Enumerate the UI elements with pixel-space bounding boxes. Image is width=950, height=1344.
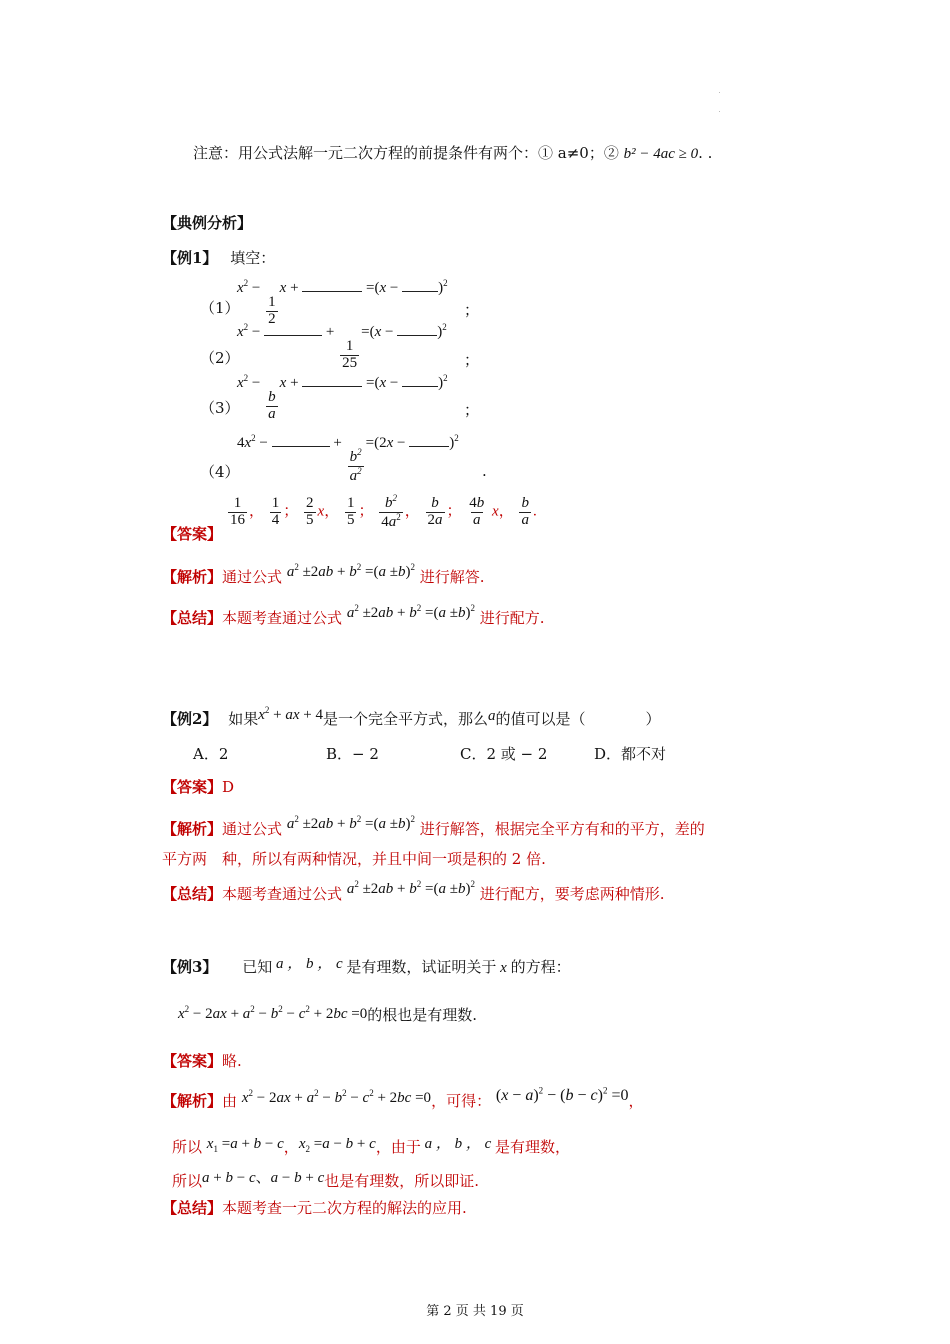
ex1-heading (162, 247, 275, 268)
note-suffix: . . (698, 144, 713, 162)
ex2-answer-tag: 【答案】 (162, 778, 223, 796)
ex3-eq-tail: 的根也是有理数. (367, 1006, 478, 1024)
page-footer: 第 2 页 共 19 页 (426, 1304, 524, 1319)
ex1-intro: 填空： (230, 249, 276, 267)
ex3-line3-prefix: 所以 (172, 1172, 203, 1190)
ex3-answer-tag: 【答案】 (162, 1052, 223, 1070)
ex3-summary-text: 本题考查一元二次方程的解法的应用. (222, 1199, 467, 1217)
ex2-q-prefix: 如果 (228, 710, 259, 728)
ex2-summary-tag: 【总结】 (162, 885, 223, 903)
ex1-analysis-text: 通过公式 (222, 568, 283, 586)
ex1-answer-values: $\frac{1}{16}$ ， $\frac{1}{4}$ ； $\frac{2}{5}$ x， $\frac{1}{5}$ ； $\frac{b^2}{4a^2}$ ， $\frac{b}{2a}$ ； $\frac{4b}{a}$ x， $\frac{b}{a}$ . (230, 493, 537, 530)
ex2-analysis-text: 通过公式 (222, 820, 283, 838)
ex1-item-2-equation: $x^2$ − + $\frac{1}{25}$ $=(x - )^2$ (237, 322, 447, 371)
ex3-analysis-tag: 【解析】 (162, 1092, 223, 1110)
note-line (193, 142, 712, 163)
ex3-line3-tail: 也是有理数，所以即证. (324, 1172, 480, 1190)
ex2-summary-tail: 进行配方，要考虑两种情形. (479, 885, 665, 903)
ex2-analysis-line2: 平方两 种，所以有两种情况，并且中间一项是积的 2 倍. (162, 850, 546, 868)
ex3-question: 【例3】 已知 a ， b ， c 是有理数，试证明关于 x 的方程： (162, 956, 571, 976)
ex2-option-d: D．都不对 (594, 745, 667, 763)
ex3-analysis-line3: 所以a + b − c、a − b + c也是有理数，所以即证. (172, 1170, 480, 1190)
ex1-answer-tag: 【答案】 (162, 525, 223, 543)
ex1-summary-tag: 【总结】 (162, 609, 223, 627)
ex1-item-2-end: ； (464, 351, 480, 369)
ex1-label: 【例1】 (162, 249, 218, 267)
ex3-line2-tail: 是有理数， (495, 1138, 571, 1156)
ex3-summary (162, 1197, 467, 1218)
ex1-analysis-tag: 【解析】 (162, 568, 223, 586)
ex3-answer (162, 1050, 242, 1071)
ex1-item-2-num: （2） (200, 349, 240, 367)
ex2-summary: 【总结】本题考查通过公式 $a^2 \pm 2ab + b^2 =(a \pm b)^2$ 进行配方，要考虑两种情形. (162, 879, 665, 903)
ex3-q-prefix: 已知 (242, 958, 273, 976)
ex2-option-c: C．2 或 − 2 (460, 745, 548, 763)
ex1-item-1-num: （1） (200, 299, 240, 317)
note-formula: b² − 4ac ≥ 0 (623, 146, 699, 162)
ex1-item-4-num: （4） (200, 463, 240, 481)
ex1-analysis-tail: 进行解答. (419, 568, 485, 586)
speck (719, 92, 720, 93)
ex2-option-b: B．− 2 (326, 745, 379, 763)
ex1-item-3-end: ； (464, 401, 480, 419)
ex2-question: 【例2】 如果$x^2$ + ax + 4是一个完全平方式，那么a的值可以是（ ） (162, 705, 661, 728)
ex2-q-mid: 是一个完全平方式，那么 (323, 710, 489, 728)
ex3-analysis-line2: 所以 $x_1 =a + b - c$，$x_2 =a - b + c$，由于 a ， b ， c 是有理数， (172, 1136, 571, 1156)
ex3-q-suffix: 的方程： (510, 958, 571, 976)
ex3-summary-tag: 【总结】 (162, 1199, 223, 1217)
ex1-item-1-equation: $x^2$ − $\frac{1}{2}$ $x + =(x - )^2$ (237, 278, 448, 327)
ex2-analysis-tag: 【解析】 (162, 820, 223, 838)
ex2-analysis-tail: 进行解答，根据完全平方有和的平方，差的 (419, 820, 705, 838)
ex1-item-1-end: ； (464, 301, 480, 319)
ex1-summary-text: 本题考查通过公式 (222, 609, 343, 627)
ex3-line2-mid: ，由于 (375, 1138, 421, 1156)
ex3-analysis-get: ，可得： (431, 1092, 492, 1110)
ex1-summary-tail: 进行配方. (479, 609, 545, 627)
ex3-equation-line: $x^2 - 2ax + a^2 - b^2 - c^2 + 2bc =0$的根也是有理数. (178, 1004, 478, 1024)
ex1-analysis: 【解析】通过公式 $a^2 \pm 2ab + b^2 =(a \pm b)^2$ 进行解答. (162, 562, 485, 586)
ex1-item-3-num: （3） (200, 399, 240, 417)
ex3-analysis: 【解析】由 $x^2 - 2ax + a^2 - b^2 - c^2 + 2bc =0$，可得： $(x - a)^2 - (b - c)^2 =0$， (162, 1085, 644, 1110)
ex1-item-4-equation: $4x^2$ − + $\frac{b^2}{a^2}$ $=(2x - )^2$ (237, 433, 459, 484)
ex2-answer (162, 776, 234, 797)
ex2-analysis: 【解析】通过公式 $a^2 \pm 2ab + b^2 =(a \pm b)^2$ 进行解答，根据完全平方有和的平方，差的 (162, 814, 705, 838)
ex1-summary: 【总结】本题考查通过公式 $a^2 \pm 2ab + b^2 =(a \pm b)^2$ 进行配方. (162, 603, 545, 627)
ex1-item-3-equation: $x^2$ − $\frac{b}{a}$ $x + =(x - )^2$ (237, 373, 448, 422)
section-title: 【典例分析】 (162, 214, 253, 232)
ex3-q-mid: 是有理数，试证明关于 (346, 958, 497, 976)
ex2-q-suffix: 的值可以是（ ） (495, 710, 661, 728)
note-prefix: 注意：用公式法解一元二次方程的前提条件有两个：① a≠0；② (193, 144, 624, 162)
ex2-option-a: A．2 (193, 745, 229, 763)
ex2-summary-text: 本题考查通过公式 (222, 885, 343, 903)
ex3-answer-value: 略. (222, 1052, 242, 1070)
ex3-label: 【例3】 (162, 958, 218, 976)
ex3-line2-prefix: 所以 (172, 1138, 203, 1156)
ex1-item-4-end: . (482, 462, 487, 480)
ex2-label: 【例2】 (162, 710, 218, 728)
ex3-analysis-by: 由 (222, 1092, 238, 1110)
ex2-answer-value: D (222, 778, 235, 796)
speck (719, 111, 720, 112)
